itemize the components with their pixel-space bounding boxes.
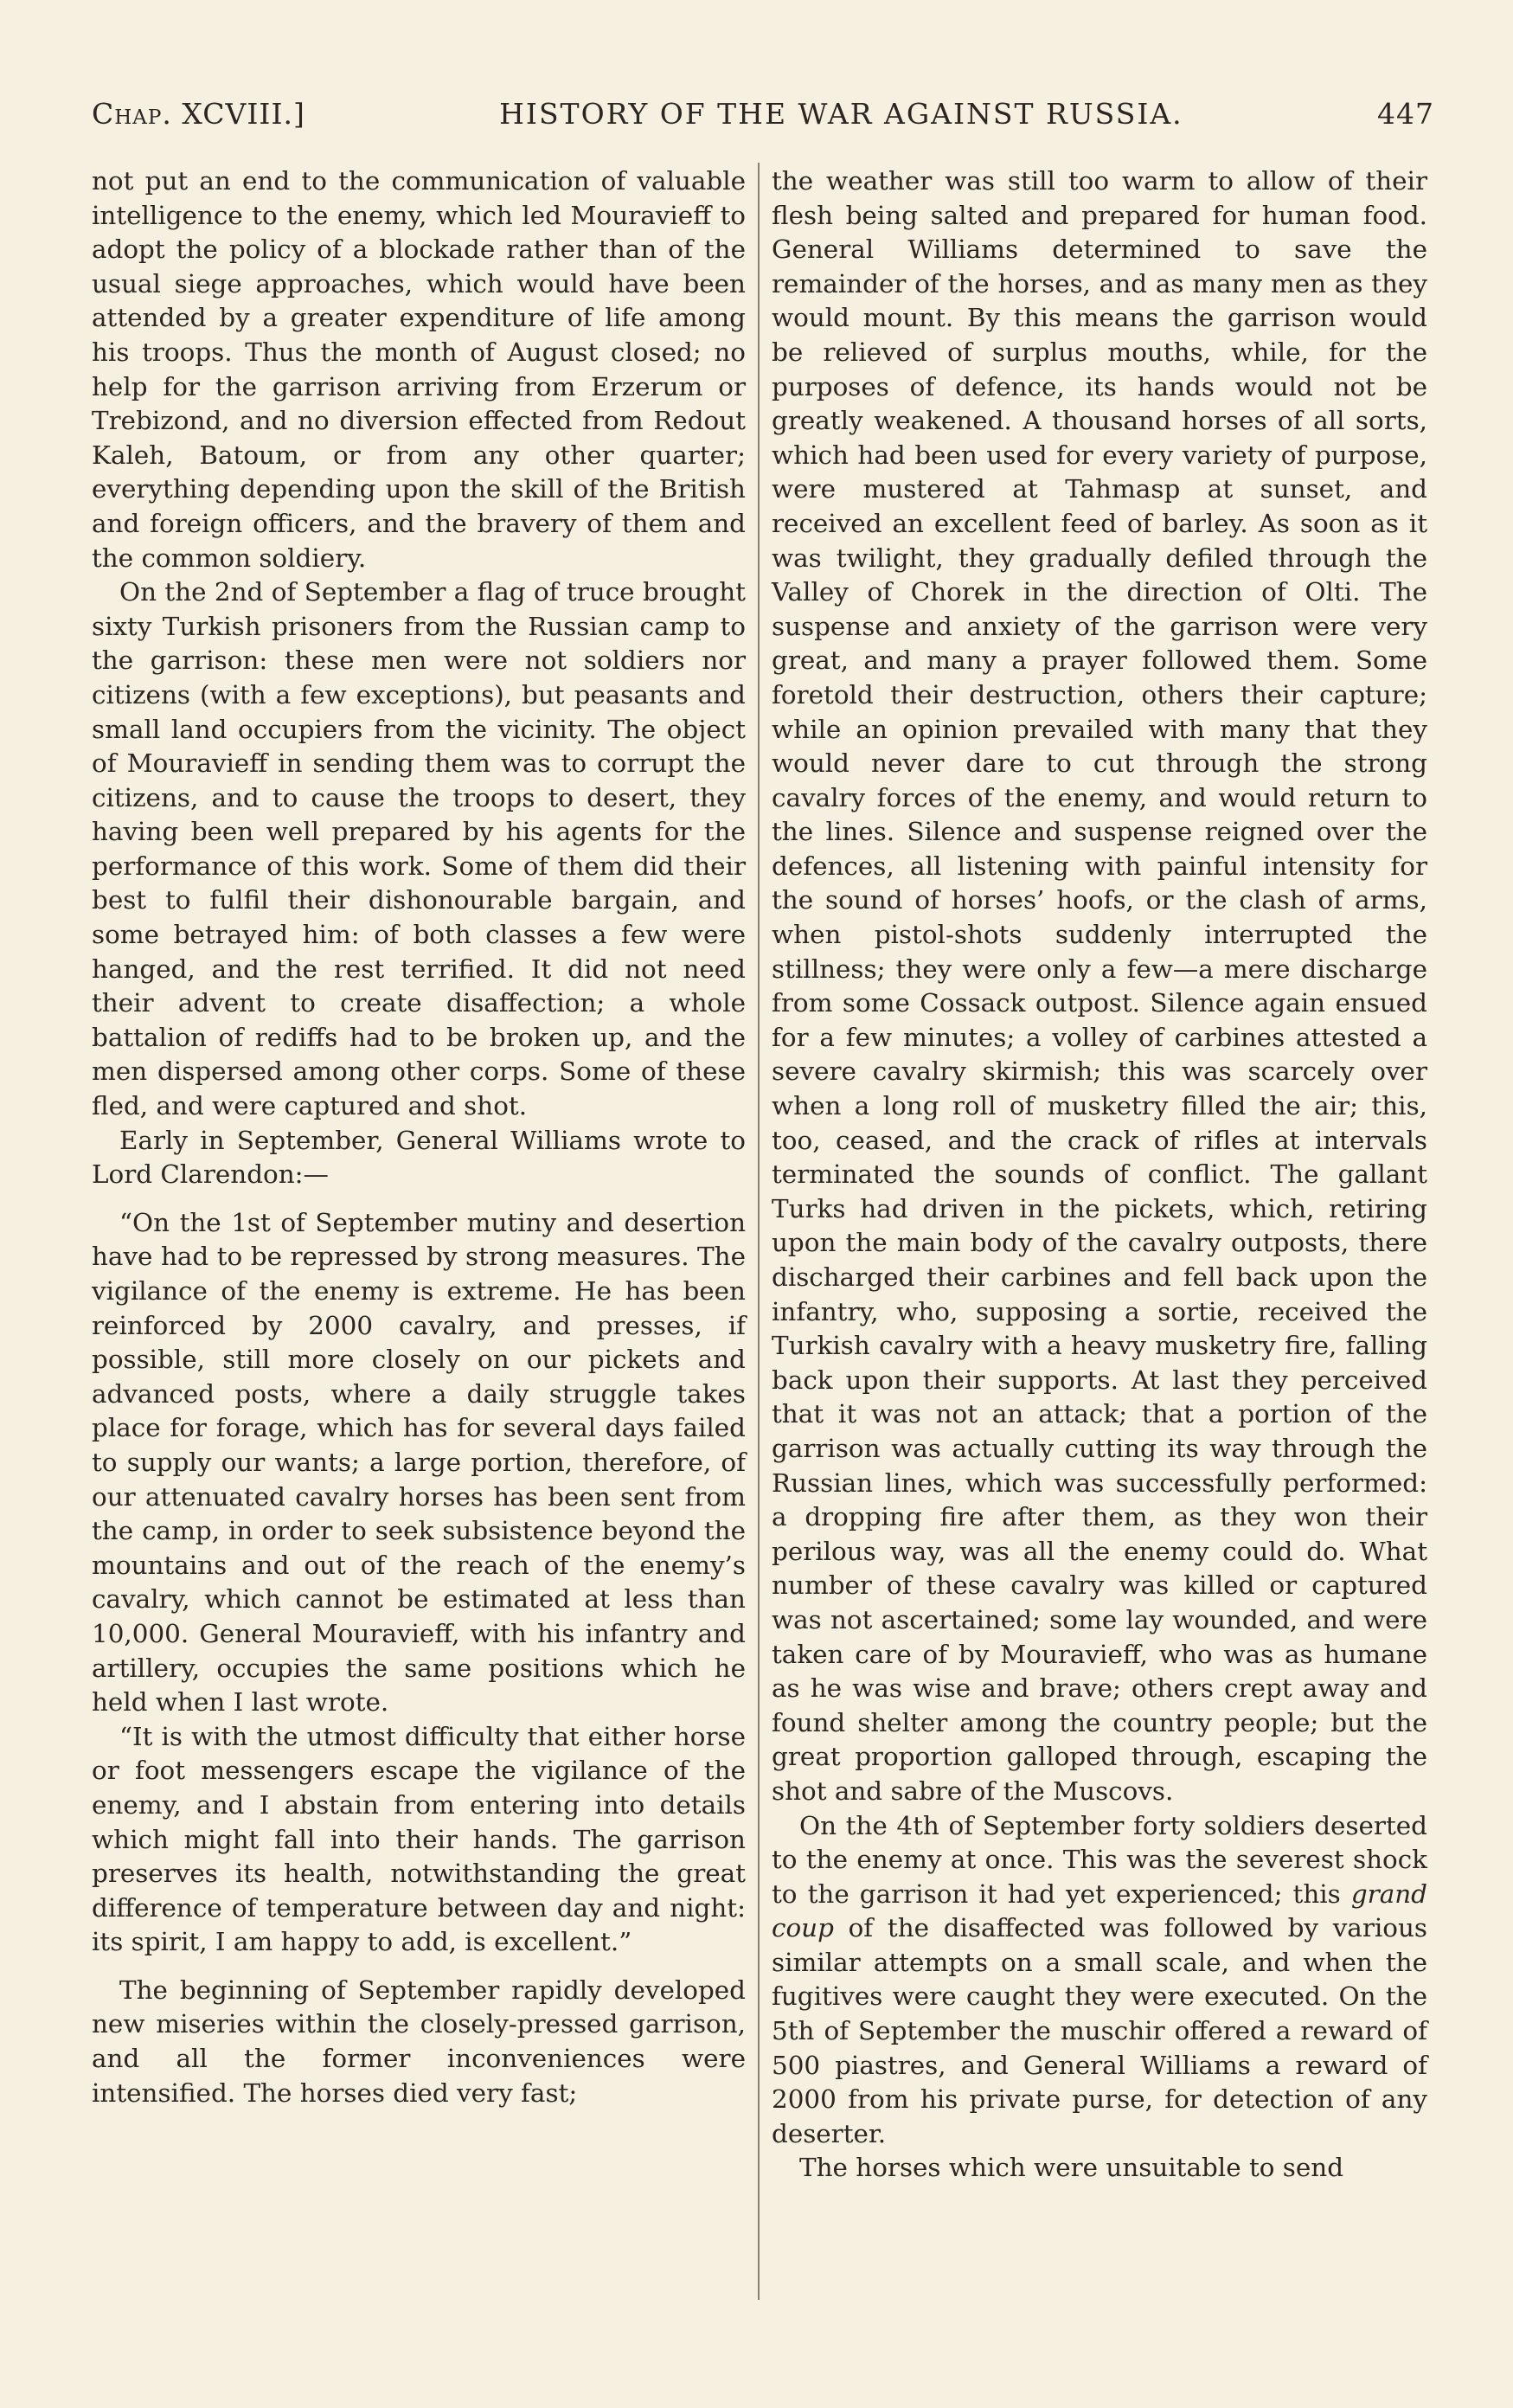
quoted-letter-paragraph: “On the 1st of September mutiny and desertion have had to be repressed by strong measures. The vigilance of the enemy is extreme. He has been reinforced by 2000 cavalry, and presses, if possible, still more closely on our pickets and advanced posts, where a daily struggle takes place for forage, which has for several days failed to supply our wants; a large portion, therefore, of our attenuated cavalry horses has been sent from the camp, in order to seek subsistence beyond the mountains and out of the reach of the enemy’s cavalry, which cannot be estimated at less than 10,000. General Mouravieff, with his infantry and artillery, occupies the same positions which he held when I last wrote. [92,1207,746,1718]
running-header [92,97,1434,131]
column-divider [758,163,760,2300]
paragraph: Early in September, General Williams wrote to Lord Clarendon:— [92,1125,746,1190]
chapter-label: Chap. XCVIII.] [92,97,305,131]
running-title: HISTORY OF THE WAR AGAINST RUSSIA. [499,97,1183,131]
page-number: 447 [1376,97,1434,131]
paragraph [772,1809,1427,2152]
quoted-letter-paragraph: “It is with the utmost difficulty that either horse or foot messengers escape the vigilance of the enemy, and I abstain from entering into details which might fall into their hands. The garrison preserves its health, notwithstanding the great difference of temperature between day and night: its spirit, I am happy to add, is excellent.” [92,1721,746,1957]
paragraph: The beginning of September rapidly developed new miseries within the closely-pressed garrison, and all the former inconveniences were intensified. The horses died very fast; [92,1975,746,2108]
paragraph: not put an end to the communication of valuable intelligence to the enemy, which led Mouravieff to adopt the policy of a blockade rather than of the usual siege approaches, which would have been attended by a greater expenditure of life among his troops. Thus the month of August closed; no help for the garrison arriving from Erzerum or Trebizond, and no diversion effected from Redout Kaleh, Batoum, or from any other quarter; everything depending upon the skill of the British and foreign officers, and the bravery of them and the common soldiery. [92,166,746,573]
text-run: On the 4th of September forty soldiers deserted to the enemy at once. This was the severest shock to the garrison it had yet experienced; this [772,1810,1427,1909]
paragraph: The horses which were unsuitable to send [799,2153,1344,2183]
paragraph: On the 2nd of September a flag of truce brought sixty Turkish prisoners from the Russian camp to the garrison: these men were not soldiers nor citizens (with a few exceptions), but peasants and small land occupiers from the vicinity. The object of Mouravieff in sending them was to corrupt the citizens, and to cause the troops to desert, they having been well prepared by his agents for the performance of this work. Some of them did their best to fulfil their dishonourable bargain, and some betrayed him: of both classes a few were hanged, and the rest terrified. It did not need their advent to create disaffection; a whole battalion of rediffs had to be broken up, and the men dispersed among other corps. Some of these fled, and were captured and shot. [92,577,746,1121]
right-column [772,164,1427,2186]
paragraph: the weather was still too warm to allow of their flesh being salted and prepared for human food. General Williams determined to save the remainder of the horses, and as many men as they would mount. By this means the garrison would be relieved of surplus mouths, while, for the purposes of defence, its hands would not be greatly weakened. A thousand horses of all sorts, which had been used for every variety of purpose, were mustered at Tahmasp at sunset, and received an excellent feed of barley. As soon as it was twilight, they gradually defiled through the Valley of Chorek in the direction of Olti. The suspense and anxiety of the garrison were very great, and many a prayer followed them. Some foretold their destruction, others their capture; while an opinion prevailed with many that they would never dare to cut through the strong cavalry forces of the enemy, and would return to the lines. Silence and suspense reigned over the defences, all listening with painful intensity for the sound of horses’ hoofs, or the clash of arms, when pistol-shots suddenly interrupted the stillness; they were only a few—a mere discharge from some Cossack outpost. Silence again ensued for a few minutes; a volley of carbines attested a severe cavalry skirmish; this was scarcely over when a long roll of musketry filled the air; this, too, ceased, and the crack of rifles at intervals terminated the sounds of conflict. The gallant Turks had driven in the pickets, which, retiring upon the main body of the cavalry outposts, there discharged their carbines and fell back upon the infantry, who, supposing a sortie, received the Turkish cavalry with a heavy musketry fire, falling back upon their supports. At last they perceived that it was not an attack; that a portion of the garrison was actually cutting its way through the Russian lines, which was successfully performed: a dropping fire after them, as they won their perilous way, was all the enemy could do. What number of these cavalry was killed or captured was not ascertained; some lay wounded, and were taken care of by Mouravieff, who was as humane as he was wise and brave; others crept away and found shelter among the country people; but the great proportion galloped through, escaping the shot and sabre of the Muscovs. [772,166,1427,1806]
left-column [92,164,746,2110]
italic-phrase: grand coup [772,1878,1427,1943]
text-run: of the disaffected was followed by various similar attempts on a small scale, and when the fugitives were caught they were executed. On the 5th of September the muschir offered a reward of 500 piastres, and General Williams a reward of 2000 from his private purse, for detection of any deserter. [772,1913,1427,2148]
